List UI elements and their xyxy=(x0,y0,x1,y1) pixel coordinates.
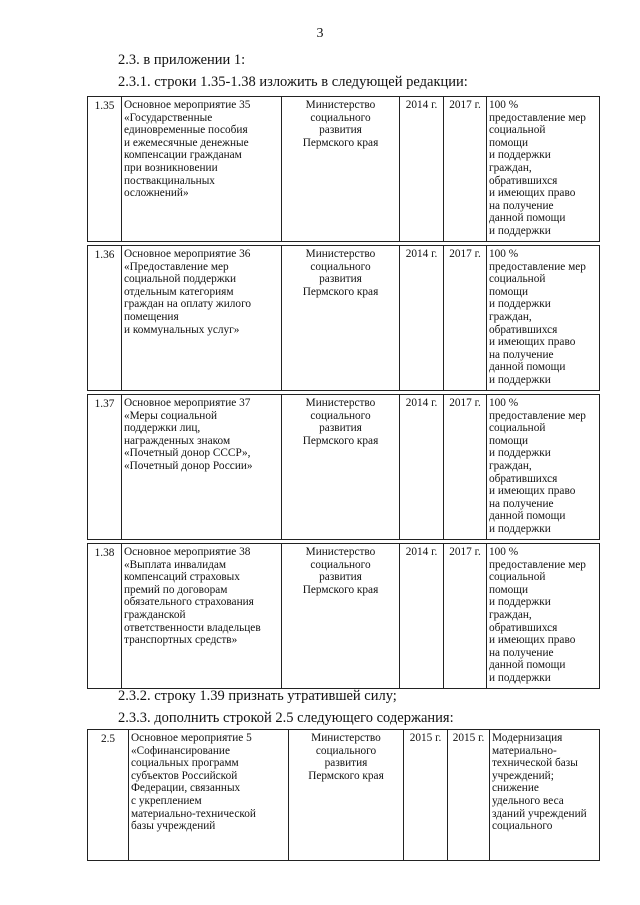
added-row-table xyxy=(87,729,600,861)
start-year-cell: 2015 г. xyxy=(404,730,448,861)
result-cell-line: и имеющих право xyxy=(489,634,576,647)
result-cell-line: на получение xyxy=(489,646,554,659)
executor-cell xyxy=(282,395,400,540)
executor-cell-line: Министерство xyxy=(305,248,376,260)
measure-name-cell-line: помещения xyxy=(124,310,179,323)
result-cell-line: данной помощи xyxy=(489,659,566,672)
executor-cell-line: Министерство xyxy=(305,397,376,409)
measure-name-cell-line: поствакцинальных xyxy=(124,174,215,187)
result-cell-line: предоставление мер xyxy=(489,558,586,571)
result-cell-line: данной помощи xyxy=(489,510,566,523)
result-cell-line: и имеющих право xyxy=(489,187,576,200)
executor-cell-line: социального xyxy=(310,409,371,422)
measure-name-cell-line: поддержки лиц, xyxy=(124,422,201,435)
measure-name-cell-line: компенсаций страховых xyxy=(124,571,240,584)
measure-name-cell-line: с укреплением xyxy=(131,794,202,807)
result-cell-line: обратившихся xyxy=(489,472,558,485)
result-cell-line: и поддержки xyxy=(489,671,551,684)
added-row-table-body xyxy=(88,730,600,861)
executor-cell-line: Министерство xyxy=(305,99,376,111)
measure-name-cell-line: компенсации гражданам xyxy=(124,149,242,162)
measure-name-cell xyxy=(129,730,289,861)
paragraph-2-3: 2.3. в приложении 1: xyxy=(118,52,246,68)
table-row xyxy=(88,246,600,391)
end-year-cell: 2017 г. xyxy=(444,246,487,391)
result-cell-line: предоставление мер xyxy=(489,111,586,124)
end-year-cell: 2017 г. xyxy=(444,97,487,242)
result-cell xyxy=(490,730,600,861)
result-cell-line: социальной xyxy=(489,273,546,286)
result-cell-line: и поддержки xyxy=(489,596,551,609)
result-cell-line: зданий учреждений xyxy=(492,807,587,820)
measure-name-cell-line: премий по договорам xyxy=(124,583,228,596)
result-cell-line: помощи xyxy=(489,434,529,447)
measure-name-cell-line: отдельным категориям xyxy=(124,285,234,298)
table-row xyxy=(88,730,600,861)
measure-name-cell-line: Федерации, связанных xyxy=(131,782,241,795)
measure-name-cell-line: единовременные пособия xyxy=(124,124,248,137)
table-row xyxy=(88,395,600,540)
result-cell-line: социального xyxy=(492,820,553,833)
executor-cell xyxy=(282,97,400,242)
result-cell-line: социальной xyxy=(489,422,546,435)
measure-name-cell xyxy=(122,246,282,391)
result-cell xyxy=(487,97,600,242)
start-year-cell: 2014 г. xyxy=(400,97,444,242)
measure-name-cell-line: и ежемесячные денежные xyxy=(124,136,249,149)
measure-name-cell-line: граждан на оплату жилого xyxy=(124,298,252,311)
result-cell-line: на получение xyxy=(489,497,554,510)
result-cell xyxy=(487,544,600,689)
table-row xyxy=(88,544,600,689)
executor-cell-line: социального xyxy=(310,111,371,124)
row-number-cell: 1.38 xyxy=(88,544,122,689)
measure-name-cell-line: Основное мероприятие 37 xyxy=(124,397,251,409)
result-cell-line: предоставление мер xyxy=(489,260,586,273)
executor-cell-line: Пермского края xyxy=(302,285,379,298)
result-cell-line: 100 % xyxy=(489,397,519,409)
result-cell-line: и имеющих право xyxy=(489,485,576,498)
executor-cell-line: социального xyxy=(315,744,377,757)
result-cell-line: и имеющих право xyxy=(489,336,576,349)
executor-cell-line: развития xyxy=(319,422,362,435)
result-cell-line: данной помощи xyxy=(489,212,566,225)
measure-name-cell-line: осложнений» xyxy=(124,187,189,200)
result-cell-line: граждан, xyxy=(489,310,532,323)
executor-cell-line: Пермского края xyxy=(302,583,379,596)
executor-cell-line: развития xyxy=(319,273,362,286)
measure-name-cell-line: при возникновении xyxy=(124,161,218,174)
result-cell-line: 100 % xyxy=(489,248,519,260)
result-cell-line: помощи xyxy=(489,136,529,149)
paragraph-2-3-1: 2.3.1. строки 1.35-1.38 изложить в следующей редакции: xyxy=(118,74,468,90)
measure-name-cell-line: «Государственные xyxy=(124,111,213,124)
result-cell-line: и поддержки xyxy=(489,373,551,386)
executor-cell-line: Пермского края xyxy=(308,769,384,782)
result-cell-line: Модернизация xyxy=(492,732,563,744)
result-cell-line: обратившихся xyxy=(489,174,558,187)
executor-cell-line: Министерство xyxy=(311,732,381,744)
result-cell-line: граждан, xyxy=(489,459,532,472)
result-cell-line: на получение xyxy=(489,348,554,361)
end-year-cell: 2017 г. xyxy=(444,395,487,540)
start-year-cell: 2014 г. xyxy=(400,395,444,540)
result-cell-line: граждан, xyxy=(489,161,532,174)
executor-cell-line: развития xyxy=(319,124,362,137)
executor-cell-line: социального xyxy=(310,558,371,571)
measure-name-cell-line: Основное мероприятие 35 xyxy=(124,99,251,111)
result-cell-line: на получение xyxy=(489,199,554,212)
result-cell-line: социальной xyxy=(489,124,546,137)
measure-name-cell-line: базы учреждений xyxy=(131,820,216,833)
result-cell-line: 100 % xyxy=(489,546,519,558)
measures-table-body xyxy=(88,97,600,689)
row-number-cell: 1.37 xyxy=(88,395,122,540)
measure-name-cell-line: «Софинансирование xyxy=(131,744,230,757)
result-cell-line: обратившихся xyxy=(489,323,558,336)
measure-name-cell-line: «Предоставление мер xyxy=(124,260,229,273)
start-year-cell: 2014 г. xyxy=(400,246,444,391)
measure-name-cell-line: «Почетный донор России» xyxy=(124,459,253,472)
measure-name-cell-line: «Почетный донор СССР», xyxy=(124,447,251,460)
measure-name-cell-line: и коммунальных услуг» xyxy=(124,323,240,336)
measure-name-cell-line: Основное мероприятие 36 xyxy=(124,248,251,260)
result-cell-line: и поддержки xyxy=(489,447,551,460)
result-cell-line: снижение xyxy=(492,782,539,795)
end-year-cell: 2017 г. xyxy=(444,544,487,689)
result-cell-line: граждан, xyxy=(489,608,532,621)
row-number-cell: 1.36 xyxy=(88,246,122,391)
result-cell-line: технической базы xyxy=(492,757,578,770)
result-cell-line: и поддержки xyxy=(489,298,551,311)
result-cell xyxy=(487,395,600,540)
paragraph-2-3-3: 2.3.3. дополнить строкой 2.5 следующего содержания: xyxy=(118,710,454,726)
result-cell-line: 100 % xyxy=(489,99,519,111)
executor-cell xyxy=(282,246,400,391)
result-cell-line: предоставление мер xyxy=(489,409,586,422)
executor-cell-line: социального xyxy=(310,260,371,273)
measure-name-cell xyxy=(122,97,282,242)
table-row xyxy=(88,97,600,242)
measure-name-cell xyxy=(122,395,282,540)
result-cell-line: учреждений; xyxy=(492,769,554,782)
executor-cell xyxy=(289,730,404,861)
result-cell-line: помощи xyxy=(489,285,529,298)
measure-name-cell-line: материально-технической xyxy=(131,807,256,820)
paragraph-2-3-2: 2.3.2. строку 1.39 признать утратившей силу; xyxy=(118,688,397,704)
measure-name-cell-line: Основное мероприятие 38 xyxy=(124,546,251,558)
row-number-cell: 1.35 xyxy=(88,97,122,242)
result-cell xyxy=(487,246,600,391)
executor-cell-line: Министерство xyxy=(305,546,376,558)
measure-name-cell-line: субъектов Российской xyxy=(131,769,238,782)
measure-name-cell-line: гражданской xyxy=(124,608,186,621)
measure-name-cell-line: социальной поддержки xyxy=(124,273,237,286)
result-cell-line: удельного веса xyxy=(492,794,564,807)
result-cell-line: материально- xyxy=(492,744,557,757)
executor-cell-line: развития xyxy=(324,757,368,770)
start-year-cell: 2014 г. xyxy=(400,544,444,689)
measure-name-cell-line: ответственности владельцев xyxy=(124,621,261,634)
result-cell-line: и поддержки xyxy=(489,522,551,535)
measure-name-cell-line: «Меры социальной xyxy=(124,409,218,422)
measure-name-cell-line: обязательного страхования xyxy=(124,596,254,609)
measures-table xyxy=(87,96,600,689)
page-number: 3 xyxy=(316,26,324,41)
measure-name-cell xyxy=(122,544,282,689)
executor-cell-line: Пермского края xyxy=(302,434,379,447)
executor-cell-line: развития xyxy=(319,571,362,584)
result-cell-line: и поддержки xyxy=(489,149,551,162)
measure-name-cell-line: социальных программ xyxy=(131,757,239,770)
measure-name-cell-line: награжденных знаком xyxy=(124,434,231,447)
result-cell-line: данной помощи xyxy=(489,361,566,374)
result-cell-line: помощи xyxy=(489,583,529,596)
end-year-cell: 2015 г. xyxy=(448,730,490,861)
result-cell-line: и поддержки xyxy=(489,224,551,237)
result-cell-line: обратившихся xyxy=(489,621,558,634)
executor-cell-line: Пермского края xyxy=(302,136,379,149)
executor-cell xyxy=(282,544,400,689)
measure-name-cell-line: Основное мероприятие 5 xyxy=(131,732,252,744)
measure-name-cell-line: «Выплата инвалидам xyxy=(124,558,227,571)
result-cell-line: социальной xyxy=(489,571,546,584)
row-number-cell: 2.5 xyxy=(88,730,129,861)
measure-name-cell-line: транспортных средств» xyxy=(124,634,238,647)
